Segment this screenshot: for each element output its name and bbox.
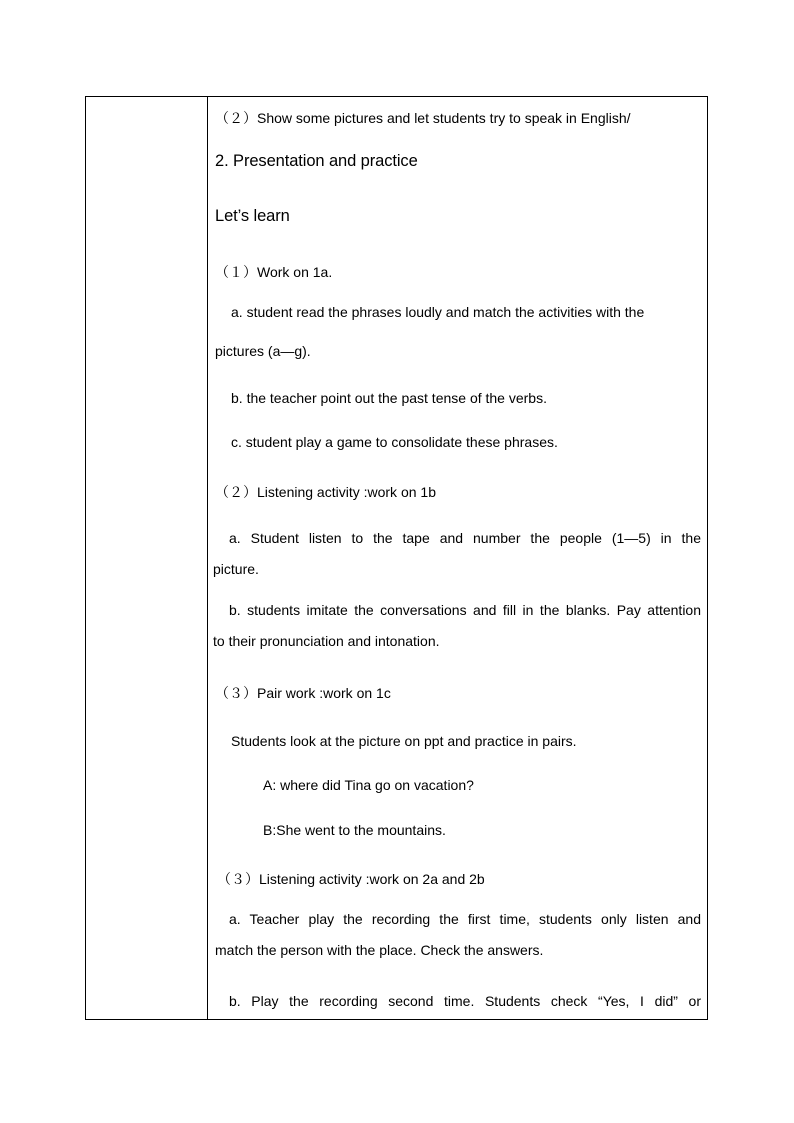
- step-3b: （３）Listening activity :work on 2a and 2b: [217, 871, 485, 887]
- step-2-a-line1: a. Student listen to the tape and number the people (1—5) in the: [229, 530, 701, 546]
- step-1-b: b. the teacher point out the past tense of the verbs.: [231, 390, 547, 406]
- step-2-a-line2: picture.: [213, 561, 259, 577]
- step-2-b-line1: b. students imitate the conversations and fill in the blanks. Pay attention: [229, 602, 701, 618]
- step-3-intro: Students look at the picture on ppt and practice in pairs.: [231, 733, 577, 749]
- step-2-intro: （２）Show some pictures and let students try to speak in English/: [215, 110, 631, 126]
- step-1-a-line2: pictures (a—g).: [215, 343, 311, 359]
- step-2: （２）Listening activity :work on 1b: [215, 484, 436, 500]
- step-1-a-line1: a. student read the phrases loudly and match the activities with the: [231, 304, 645, 320]
- section-title: 2. Presentation and practice: [215, 152, 418, 170]
- step-3b-a-line1: a. Teacher play the recording the first time, students only listen and: [229, 911, 701, 927]
- step-1: （１）Work on 1a.: [215, 264, 333, 280]
- step-3b-b-line1: b. Play the recording second time. Students check “Yes, I did” or: [229, 993, 701, 1009]
- step-3b-a-line2: match the person with the place. Check the answers.: [215, 942, 544, 958]
- step-1-c: c. student play a game to consolidate these phrases.: [231, 434, 558, 450]
- dialog-line-a: A: where did Tina go on vacation?: [263, 777, 474, 793]
- lets-learn-heading: Let’s learn: [215, 207, 290, 225]
- dialog-line-b: B:She went to the mountains.: [263, 822, 446, 838]
- step-2-b-line2: to their pronunciation and intonation.: [213, 633, 440, 649]
- step-3: （３）Pair work :work on 1c: [215, 685, 391, 701]
